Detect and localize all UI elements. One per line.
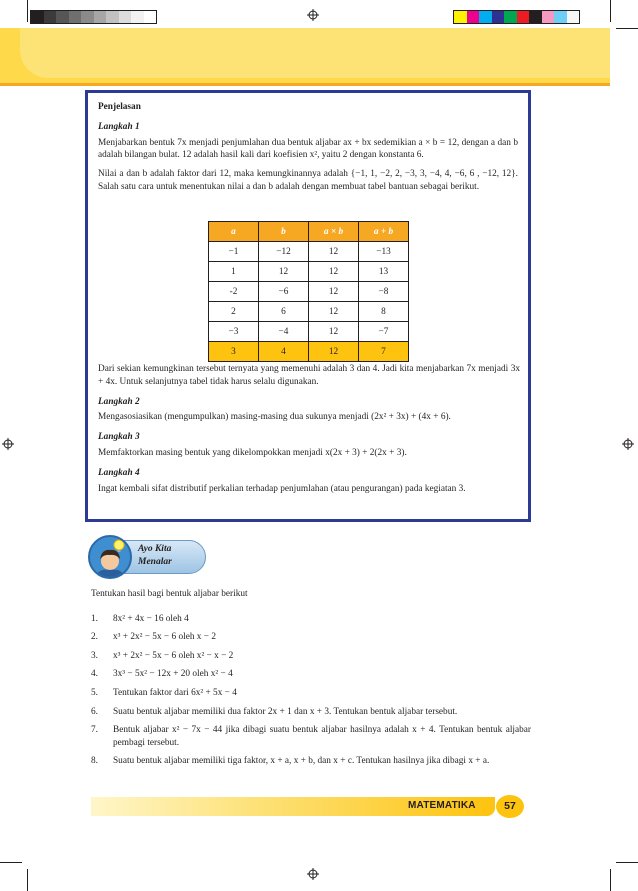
ayo-kita-menalar-badge (88, 535, 208, 579)
exercise-section (91, 588, 531, 774)
table-header-row (209, 222, 409, 242)
item-text: 3x³ − 5x² − 12x + 20 oleh x² − 4 (113, 669, 233, 680)
table-cell: 12 (309, 242, 359, 262)
table-cell: 12 (309, 282, 359, 302)
registration-mark-icon (307, 868, 319, 880)
table-row (209, 322, 409, 342)
step1-paragraph-1: Menjabarkan bentuk 7x menjadi penjumlahan dua bentuk aljabar ax + bx sedemikian a × b = 12, dengan a dan b adalah bilangan bulat. 12 adalah hasil kali dari koefisien x², yaitu 2 dengan konstanta 6. (98, 137, 518, 161)
color-swatch (454, 11, 467, 23)
table-header-cell: a × b (309, 222, 359, 242)
step2-title: Langkah 2 (98, 396, 140, 407)
box-heading: Penjelasan (98, 102, 141, 112)
item-number: 8. (91, 756, 98, 767)
table-row (209, 302, 409, 322)
item-number: 3. (91, 650, 98, 661)
step2-text: Mengasosiasikan (mengumpulkan) masing-masing dua sukunya menjadi (2x² + 3x) + (4x + 6). (98, 412, 451, 423)
list-item (91, 650, 531, 663)
color-swatch (529, 11, 542, 23)
color-swatch (517, 11, 530, 23)
table-header-cell: b (259, 222, 309, 242)
list-item (91, 706, 531, 719)
list-item (91, 631, 531, 644)
crop-mark (616, 862, 638, 863)
table-row (209, 262, 409, 282)
explanation-box (85, 90, 531, 522)
table-cell: −7 (359, 322, 409, 342)
table-cell: 2 (209, 302, 259, 322)
crop-mark (616, 28, 638, 29)
box-lower-content (98, 363, 520, 495)
color-swatch (56, 11, 69, 23)
badge-label-line2: Menalar (138, 557, 172, 567)
table-cell: 12 (309, 302, 359, 322)
table-cell: 12 (309, 262, 359, 282)
page-header-inner (20, 28, 610, 78)
color-swatch (567, 11, 580, 23)
thinking-student-icon (88, 535, 132, 579)
color-swatch (467, 11, 480, 23)
table-cell: 7 (359, 342, 409, 362)
badge-label-line1: Ayo Kita (138, 544, 172, 554)
step4-title: Langkah 4 (98, 467, 140, 478)
item-text: Bentuk aljabar x² − 7x − 44 jika dibagi suatu bentuk aljabar hasilnya adalah x + 4. Tentukan bentuk aljabar pembagi tersebut. (113, 725, 531, 748)
color-swatch (504, 11, 517, 23)
item-text: x³ + 2x² − 5x − 6 oleh x − 2 (113, 632, 216, 643)
item-number: 5. (91, 687, 98, 698)
table-cell: 1 (209, 262, 259, 282)
item-number: 2. (91, 632, 98, 643)
registration-mark-icon (622, 438, 634, 450)
badge-label (138, 543, 172, 569)
table-row (209, 242, 409, 262)
color-swatch (492, 11, 505, 23)
table-cell: −1 (209, 242, 259, 262)
step3-text: Memfaktorkan masing bentuk yang dikelompokkan menjadi x(2x + 3) + 2(2x + 3). (98, 447, 407, 458)
color-swatch (144, 11, 157, 23)
exercise-list (91, 613, 531, 768)
list-item (91, 668, 531, 681)
item-number: 6. (91, 706, 98, 717)
crop-mark (610, 0, 611, 22)
grayscale-calibration-bar (30, 10, 157, 24)
table-cell: 13 (359, 262, 409, 282)
step1-title: Langkah 1 (98, 121, 140, 132)
registration-mark-icon (307, 9, 319, 21)
table-row (209, 282, 409, 302)
color-calibration-bar (453, 10, 580, 24)
table-cell: −8 (359, 282, 409, 302)
table-row-highlighted (209, 342, 409, 362)
registration-mark-icon (2, 438, 14, 450)
color-swatch (31, 11, 44, 23)
table-cell: −4 (259, 322, 309, 342)
item-text: x³ + 2x² − 5x − 6 oleh x² − x − 2 (113, 650, 234, 661)
table-cell: 12 (259, 262, 309, 282)
table-cell: 12 (309, 322, 359, 342)
table-cell: 3 (209, 342, 259, 362)
item-number: 1. (91, 613, 98, 624)
item-text: 8x² + 4x − 16 oleh 4 (113, 613, 189, 624)
factor-table (208, 221, 409, 362)
list-item (91, 724, 531, 749)
color-swatch (81, 11, 94, 23)
table-cell: -2 (209, 282, 259, 302)
table-cell: 4 (259, 342, 309, 362)
table-cell: −6 (259, 282, 309, 302)
table-cell: −13 (359, 242, 409, 262)
item-text: Suatu bentuk aljabar memiliki dua faktor 2x + 1 dan x + 3. Tentukan bentuk aljabar tersebut. (113, 706, 458, 717)
table-cell: −12 (259, 242, 309, 262)
color-swatch (554, 11, 567, 23)
step1-paragraph-2: Nilai a dan b adalah faktor dari 12, maka kemungkinannya adalah {−1, 1, −2, 2, −3, 3, −4, 4, −6, 6 , −12, 12}. Salah satu cara untuk menentukan nilai a dan b adalah dengan membuat tabel bantuan sebagai berikut. (98, 169, 518, 192)
item-text: Tentukan faktor dari 6x² + 5x − 4 (113, 687, 237, 698)
crop-mark (0, 862, 22, 863)
item-number: 7. (91, 725, 98, 736)
table-cell: −3 (209, 322, 259, 342)
list-item (91, 613, 531, 626)
color-swatch (479, 11, 492, 23)
list-item (91, 687, 531, 700)
color-swatch (106, 11, 119, 23)
color-swatch (131, 11, 144, 23)
color-swatch (119, 11, 132, 23)
color-swatch (94, 11, 107, 23)
exercise-intro: Tentukan hasil bagi bentuk aljabar berikut (91, 589, 248, 599)
footer-subject: MATEMATIKA (408, 800, 476, 811)
item-text: Suatu bentuk aljabar memiliki tiga faktor, x + a, x + b, dan x + c. Tentukan hasilnya jika dibagi x + a. (113, 756, 490, 767)
table-cell: 8 (359, 302, 409, 322)
list-item (91, 755, 531, 768)
crop-mark (27, 869, 28, 891)
table-conclusion: Dari sekian kemungkinan tersebut ternyata yang memenuhi adalah 3 dan 4. Jadi kita menjabarkan 7x menjadi 3x + 4x. Untuk selanjutnya tabel tidak harus selalu digunakan. (98, 364, 520, 387)
color-swatch (44, 11, 57, 23)
item-number: 4. (91, 669, 98, 680)
step3-title: Langkah 3 (98, 432, 140, 443)
color-swatch (542, 11, 555, 23)
page-number: 57 (496, 795, 524, 818)
crop-mark (610, 869, 611, 891)
crop-mark (27, 0, 28, 22)
table-cell: 12 (309, 342, 359, 362)
table-header-cell: a + b (359, 222, 409, 242)
color-swatch (69, 11, 82, 23)
table-cell: 6 (259, 302, 309, 322)
step4-text: Ingat kembali sifat distributif perkalian terhadap penjumlahan (atau pengurangan) pada kegiatan 3. (98, 483, 466, 494)
table-header-cell: a (209, 222, 259, 242)
